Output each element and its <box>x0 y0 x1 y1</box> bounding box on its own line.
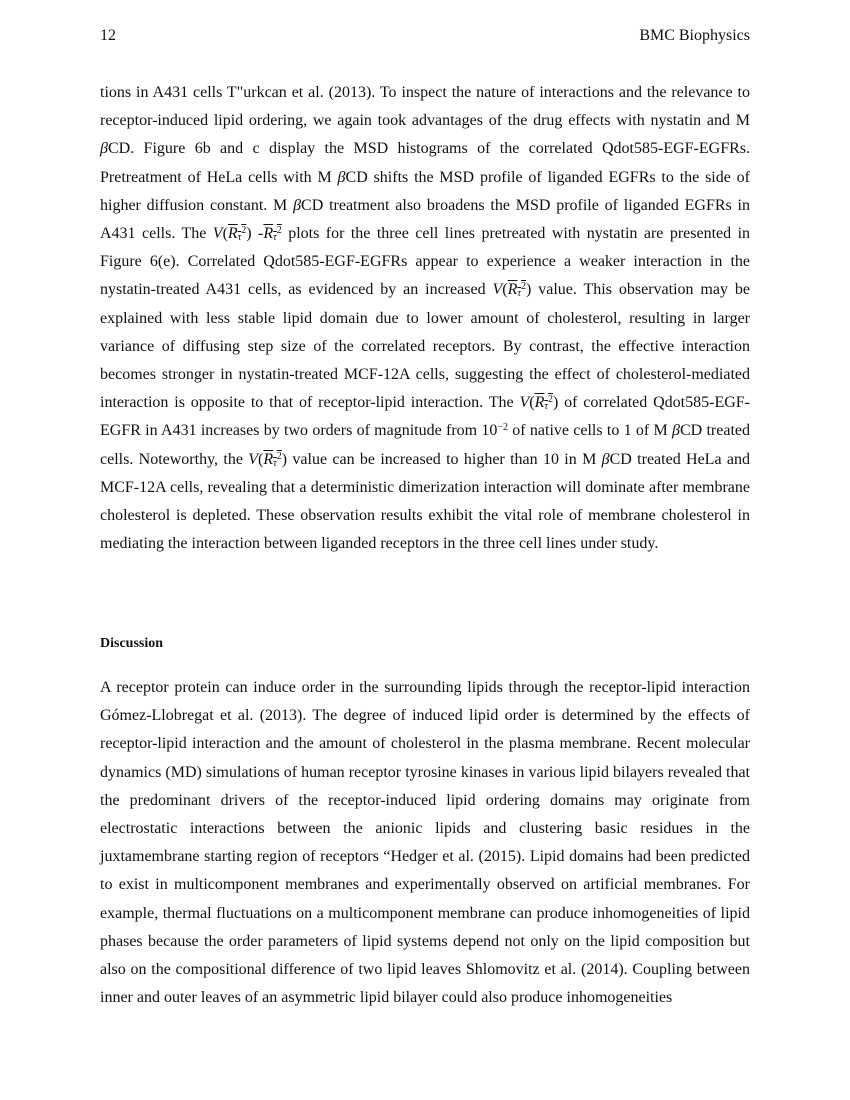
variance-expression: $V(R_\tau^2)$ <box>492 281 532 300</box>
variance-expression: $V(R_\tau^2)$ <box>248 450 288 469</box>
results-paragraph: tions in A431 cells T"urkcan et al. (2013). To inspect the nature of interactions and the relevance to receptor-induced lipid ordering, we again took advantages of the drug effects with nystatin and M βCD. Figure 6b and c display the MSD histograms of the correlated Qdot585-EGF-EGFRs. Pretreatment of HeLa cells with M βCD shifts the MSD profile of liganded EGFRs to the side of higher diffusion constant. M βCD treatment also broadens the MSD profile of liganded EGFRs in A431 cells. The $V(R_\tau^2)$ $-R_\tau^2$ plots for the three cell lines pretreated with nystatin are presented in Figure 6(e). Correlated Qdot585-EGF-EGFRs appear to experience a weaker interaction in the nystatin-treated A431 cells, as evidenced by an increased $V(R_\tau^2)$ value. This observation may be explained with less stable lipid domain due to lower amount of cholesterol, resulting in larger variance of diffusing step size of the correlated receptors. By contrast, the effective interaction becomes stronger in nystatin-treated MCF-12A cells, suggesting the effect of cholesterol-mediated interaction is opposite to that of receptor-lipid interaction. The $V(R_\tau^2)$ of correlated Qdot585-EGF-EGFR in A431 increases by two orders of magnitude from $10^{-2}$ of native cells to 1 of M βCD treated cells. Noteworthy, the $V(R_\tau^2)$ value can be increased to higher than 10 in M βCD treated HeLa and MCF-12A cells, revealing that a deterministic dimerization interaction will dominate after membrane cholesterol is depleted. These observation results exhibit the vital role of membrane cholesterol in mediating the interaction between liganded receptors in the three cell lines under study. <box>100 84 751 553</box>
journal-name: BMC Biophysics <box>639 27 750 44</box>
discussion-paragraph: A receptor protein can induce order in the surrounding lipids through the receptor-lipid interaction Gómez-Llobregat et al. (2013). The degree of induced lipid order is determined by the effects of receptor-lipid interaction and the amount of cholesterol in the plasma membrane. Recent molecular dynamics (MD) simulations of human receptor tyrosine kinases in various lipid bilayers revealed that the predominant drivers of the receptor-induced lipid ordering domains may originate from electrostatic interactions between the anionic lipids and clustering basic residues in the juxtamembrane starting region of receptors “Hedger et al. (2015). Lipid domains had been predicted to exist in multicomponent membranes and experimentally observed on artificial membranes. For example, thermal fluctuations on a multicomponent membrane can produce inhomogeneities of lipid phases because the order parameters of lipid systems depend not only on the lipid composition but also on the compositional difference of two lipid leaves Shlomovitz et al. (2014). Coupling between inner and outer leaves of an asymmetric lipid bilayer could also produce inhomogeneities <box>100 679 750 1007</box>
section-heading-discussion: Discussion <box>100 636 164 651</box>
page-header <box>100 24 750 48</box>
page-number: 12 <box>100 27 116 44</box>
variance-expression: $V(R_\tau^2)$ <box>212 225 252 244</box>
variance-expression: $V(R_\tau^2)$ <box>519 394 559 413</box>
mean-square-expression: $R_\tau^2$ <box>263 225 282 244</box>
